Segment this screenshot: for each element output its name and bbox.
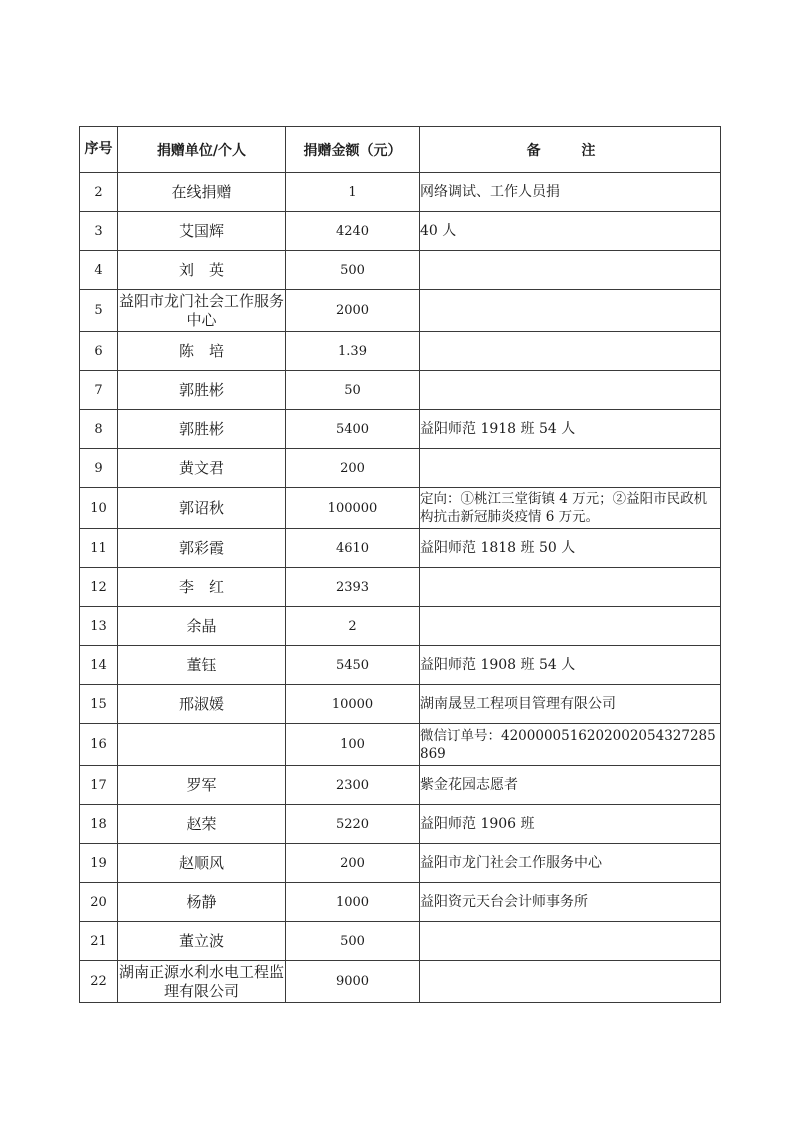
row-donor: 赵顺风 [118,844,286,883]
row-amount: 200 [286,449,420,488]
row-note [420,290,721,332]
row-note: 微信订单号：4200000516202002054327285869 [420,724,721,766]
row-amount: 5450 [286,646,420,685]
row-note [420,371,721,410]
row-donor [118,724,286,766]
row-note [420,568,721,607]
row-note: 40 人 [420,212,721,251]
row-note [420,607,721,646]
table-row [80,332,721,371]
header-note: 备 注 [420,127,721,173]
row-note: 定向：①桃江三堂街镇 4 万元；②益阳市民政机构抗击新冠肺炎疫情 6 万元。 [420,488,721,529]
table-row [80,766,721,805]
table-row [80,529,721,568]
row-amount: 2 [286,607,420,646]
row-number: 13 [80,607,118,646]
row-donor: 罗军 [118,766,286,805]
row-amount: 500 [286,922,420,961]
table-row [80,449,721,488]
row-number: 15 [80,685,118,724]
donation-table [79,126,721,1003]
row-amount: 100 [286,724,420,766]
row-donor: 郭胜彬 [118,410,286,449]
row-number: 8 [80,410,118,449]
row-note: 益阳市龙门社会工作服务中心 [420,844,721,883]
row-number: 18 [80,805,118,844]
row-amount: 5220 [286,805,420,844]
row-donor: 赵荣 [118,805,286,844]
table-row [80,646,721,685]
row-amount: 1000 [286,883,420,922]
header-amount: 捐赠金额（元） [286,127,420,173]
table-row [80,805,721,844]
row-amount: 1 [286,173,420,212]
row-donor: 杨静 [118,883,286,922]
row-donor: 郭彩霞 [118,529,286,568]
row-note: 网络调试、工作人员捐 [420,173,721,212]
row-number: 10 [80,488,118,529]
row-number: 12 [80,568,118,607]
header-serial-number: 序号 [80,127,118,173]
row-number: 11 [80,529,118,568]
table-row [80,212,721,251]
row-number: 7 [80,371,118,410]
row-donor: 董钰 [118,646,286,685]
row-donor: 郭胜彬 [118,371,286,410]
row-amount: 2000 [286,290,420,332]
row-number: 4 [80,251,118,290]
row-donor: 邢淑媛 [118,685,286,724]
row-donor: 余晶 [118,607,286,646]
table-row [80,961,721,1003]
row-note: 益阳师范 1818 班 50 人 [420,529,721,568]
row-donor: 在线捐赠 [118,173,286,212]
row-note: 湖南晟昱工程项目管理有限公司 [420,685,721,724]
table-row [80,371,721,410]
table-row [80,410,721,449]
row-amount: 5400 [286,410,420,449]
row-amount: 2393 [286,568,420,607]
table-row [80,488,721,529]
row-number: 20 [80,883,118,922]
row-number: 9 [80,449,118,488]
table-row [80,844,721,883]
row-number: 6 [80,332,118,371]
table-row [80,173,721,212]
row-donor: 艾国辉 [118,212,286,251]
row-amount: 1.39 [286,332,420,371]
row-note: 益阳师范 1906 班 [420,805,721,844]
row-number: 22 [80,961,118,1003]
row-amount: 9000 [286,961,420,1003]
row-number: 17 [80,766,118,805]
row-note: 益阳资元天台会计师事务所 [420,883,721,922]
row-donor: 刘 英 [118,251,286,290]
row-amount: 200 [286,844,420,883]
row-amount: 10000 [286,685,420,724]
row-number: 16 [80,724,118,766]
table-row [80,685,721,724]
row-donor: 湖南正源水利水电工程监理有限公司 [118,961,286,1003]
row-amount: 500 [286,251,420,290]
row-donor: 董立波 [118,922,286,961]
row-note [420,449,721,488]
table-row [80,883,721,922]
row-number: 19 [80,844,118,883]
row-note: 益阳师范 1918 班 54 人 [420,410,721,449]
table-header-row [80,127,721,173]
row-donor: 益阳市龙门社会工作服务中心 [118,290,286,332]
table-row [80,607,721,646]
row-note: 益阳师范 1908 班 54 人 [420,646,721,685]
row-amount: 4240 [286,212,420,251]
row-number: 2 [80,173,118,212]
table-body [80,173,721,1003]
row-number: 14 [80,646,118,685]
row-donor: 陈 培 [118,332,286,371]
table-row [80,724,721,766]
row-note [420,332,721,371]
row-note [420,961,721,1003]
header-donor: 捐赠单位/个人 [118,127,286,173]
row-donor: 黄文君 [118,449,286,488]
table-row [80,922,721,961]
row-amount: 50 [286,371,420,410]
row-note: 紫金花园志愿者 [420,766,721,805]
table-row [80,251,721,290]
row-donor: 李 红 [118,568,286,607]
row-number: 5 [80,290,118,332]
row-amount: 100000 [286,488,420,529]
table-row [80,568,721,607]
row-amount: 4610 [286,529,420,568]
row-number: 21 [80,922,118,961]
table-row [80,290,721,332]
row-note [420,922,721,961]
row-note [420,251,721,290]
row-donor: 郭诏秋 [118,488,286,529]
row-amount: 2300 [286,766,420,805]
row-number: 3 [80,212,118,251]
